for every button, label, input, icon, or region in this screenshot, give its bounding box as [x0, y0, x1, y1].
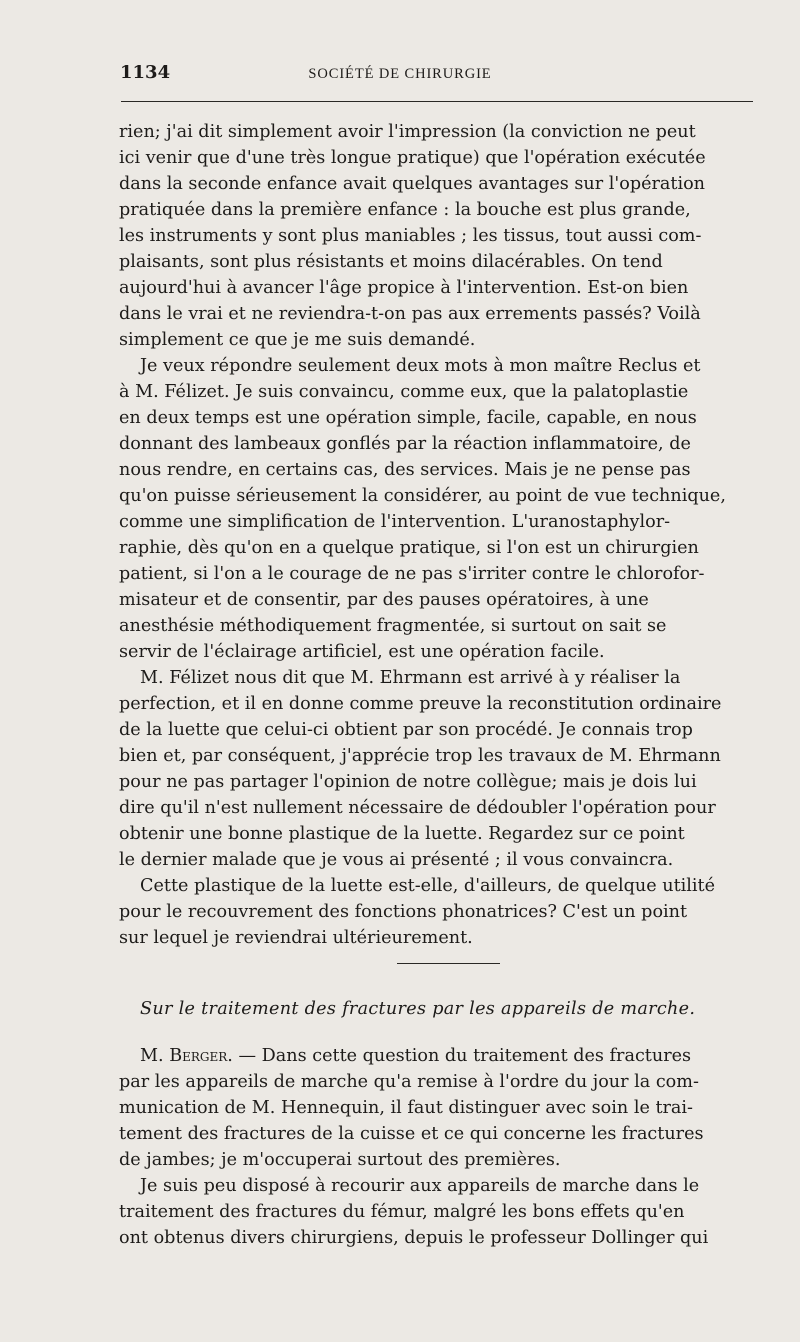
running-title: SOCIÉTÉ DE CHIRURGIE	[308, 66, 492, 82]
paragraph	[119, 1043, 740, 1173]
discussion-text	[119, 119, 740, 951]
speaker-name: M. Berger.	[140, 1046, 233, 1066]
paragraph: Je suis peu disposé à recourir aux appareils de marche dans le traitement des fractures du fémur, malgré les bons effets qu'en ont obtenus divers chirurgiens, depuis le professeur Dollinger qui	[119, 1176, 709, 1248]
section-text	[119, 1043, 740, 1251]
header-rule	[121, 101, 753, 102]
section-title: Sur le traitement des fractures par les appareils de marche.	[140, 999, 696, 1019]
paragraph: Cette plastique de la luette est-elle, d'ailleurs, de quelque utilité pour le recouvrement des fonctions phonatrices? C'est un point sur lequel je reviendrai ultérieurement.	[119, 876, 716, 948]
paragraph: M. Félizet nous dit que M. Ehrmann est arrivé à y réaliser la perfection, et il en donne comme preuve la reconstitution ordinaire de la luette que celui-ci obtient par son procédé. Je connais trop bien et, par conséquent, j'apprécie trop les travaux de M. Ehrmann pour ne pas partager l'opinion de notre collègue; mais je dois lui dire qu'il n'est nullement nécessaire de dédoubler l'opération pour obtenir une bonne plastique de la luette. Regardez sur ce point le dernier malade que je vous ai présenté ; il vous convaincra.	[119, 668, 722, 870]
paragraph: rien; j'ai dit simplement avoir l'impression (la conviction ne peut ici venir que d'une très longue pratique) que l'opération exécutée dans la seconde enfance avait quelques avantages sur l'opération pratiquée dans la première enfance : la bouche est plus grande, les instruments y sont plus maniables ; les tissus, tout aussi com- plaisants, sont plus résistants et moins dilacérables. On tend aujourd'hui à avancer l'âge propice à l'intervention. Est-on bien dans le vrai et ne reviendra-t-on pas aux errements passés? Voilà simplement ce que je me suis demandé.	[119, 122, 706, 350]
paragraph: Je veux répondre seulement deux mots à mon maître Reclus et à M. Félizet. Je suis convaincu, comme eux, que la palatoplastie en deux temps est une opération simple, facile, capable, en nous donnant des lambeaux gonflés par la réaction inflammatoire, de nous rendre, en certains cas, des services. Mais je ne pense pas qu'on puisse sérieusement la considérer, au point de vue technique, comme une simplification de l'intervention. L'uranostaphylor- raphie, dès qu'on en a quelque pratique, si l'on est un chirurgien patient, si l'on a le courage de ne pas s'irriter contre le chlorofor- misateur et de consentir, par des pauses opératoires, à une anesthésie méthodiquement fragmentée, si surtout on sait se servir de l'éclairage artificiel, est une opération facile.	[119, 356, 726, 662]
page-number: 1134	[120, 62, 171, 83]
section-divider	[397, 963, 500, 964]
paragraph-body: — Dans cette question du traitement des fractures par les appareils de marche qu'a remise à l'ordre du jour la com- munication de M. Hennequin, il faut distinguer avec soin le trai- tement des fractures de la cuisse et ce qui concerne les fractures de jambes; je m'occuperai surtout des premières.	[119, 1046, 704, 1170]
